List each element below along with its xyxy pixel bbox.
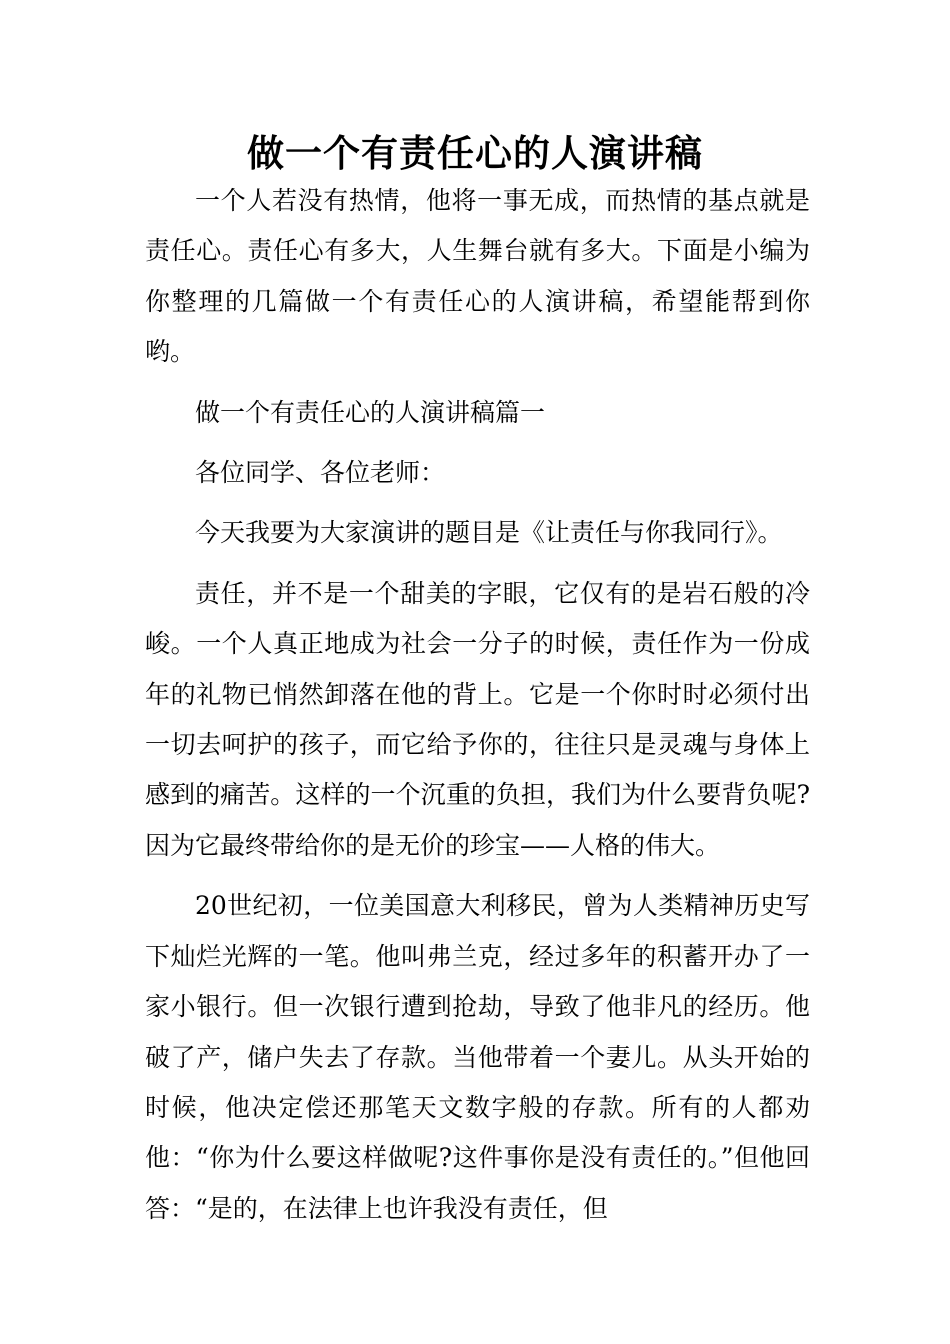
intro-paragraph: 一个人若没有热情，他将一事无成，而热情的基点就是责任心。责任心有多大，人生舞台就有多大。下面是小编为你整理的几篇做一个有责任心的人演讲稿，希望能帮到你哟。 [145, 186, 810, 367]
body-paragraph: 20世纪初，一位美国意大利移民，曾为人类精神历史写下灿烂光辉的一笔。他叫弗兰克，经过多年的积蓄开办了一家小银行。但一次银行遭到抢劫，导致了他非凡的经历。他破了产，储户失去了存款。当他带着一个妻儿。从头开始的时候，他决定偿还那笔天文数字般的存款。所有的人都劝他：“你为什么要这样做呢?这件事你是没有责任的。”但他回答：“是的，在法律上也许我没有责任，但 [145, 891, 810, 1223]
document-title: 做一个有责任心的人演讲稿 [247, 131, 703, 175]
section-heading: 做一个有责任心的人演讲稿篇一 [195, 397, 546, 427]
body-paragraph: 责任，并不是一个甜美的字眼，它仅有的是岩石般的冷峻。一个人真正地成为社会一分子的时候，责任作为一份成年的礼物已悄然卸落在他的背上。它是一个你时时必须付出一切去呵护的孩子，而它给予你的，往往只是灵魂与身体上感到的痛苦。这样的一个沉重的负担，我们为什么要背负呢?因为它最终带给你的是无价的珍宝——人格的伟大。 [145, 578, 810, 860]
salutation: 各位同学、各位老师： [195, 458, 446, 488]
speech-topic: 今天我要为大家演讲的题目是《让责任与你我同行》。 [195, 518, 783, 548]
document-body [145, 176, 810, 1244]
